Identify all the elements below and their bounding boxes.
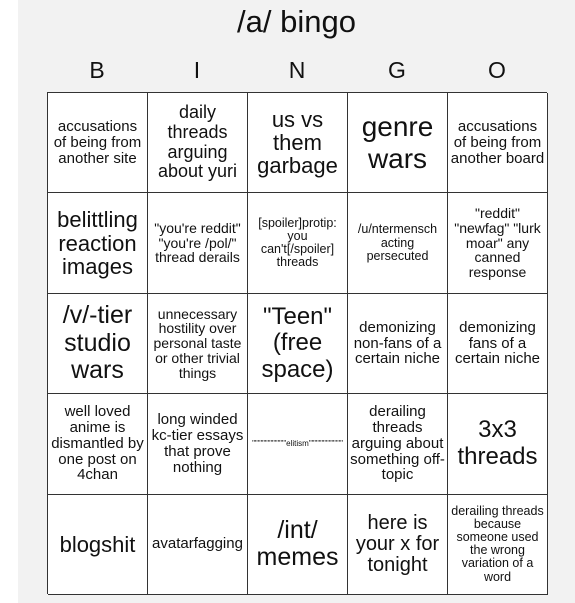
- letter-o: O: [488, 57, 506, 83]
- bingo-cell[interactable]: /v/-tier studio wars: [48, 294, 148, 394]
- bingo-cell[interactable]: derailing threads because someone used the wrong variation of a word: [448, 495, 548, 595]
- bingo-cell[interactable]: "you're reddit" "you're /pol/" thread derails: [148, 193, 248, 293]
- bingo-cell[interactable]: blogshit: [48, 495, 148, 595]
- bingo-cell[interactable]: "reddit" "newfag" "lurk moar" any canned response: [448, 193, 548, 293]
- bingo-cell[interactable]: """"""""""""elitism"""""""""""": [248, 394, 348, 494]
- bingo-cell[interactable]: accusations of being from another site: [48, 93, 148, 193]
- bingo-cell[interactable]: 3x3 threads: [448, 394, 548, 494]
- bingo-cell[interactable]: here is your x for tonight: [348, 495, 448, 595]
- letter-g: G: [388, 57, 406, 83]
- letter-i: I: [193, 57, 201, 83]
- bingo-cell[interactable]: well loved anime is dismantled by one post on 4chan: [48, 394, 148, 494]
- bingo-cell[interactable]: daily threads arguing about yuri: [148, 93, 248, 193]
- letter-n: N: [288, 57, 306, 83]
- bingo-cell[interactable]: belittling reaction images: [48, 193, 148, 293]
- bingo-cell[interactable]: /int/ memes: [248, 495, 348, 595]
- bingo-cell[interactable]: unnecessary hostility over personal taste or other trivial things: [148, 294, 248, 394]
- bingo-letters-header: [47, 55, 547, 85]
- bingo-cell[interactable]: us vs them garbage: [248, 93, 348, 193]
- bingo-cell[interactable]: demonizing fans of a certain niche: [448, 294, 548, 394]
- bingo-cell[interactable]: genre wars: [348, 93, 448, 193]
- card-title: /a/ bingo: [237, 4, 356, 39]
- letter-b: B: [89, 57, 105, 83]
- bingo-cell[interactable]: /u/ntermensch acting persecuted: [348, 193, 448, 293]
- bingo-cell[interactable]: [spoiler]protip: you can't[/spoiler] threads: [248, 193, 348, 293]
- bingo-cell[interactable]: demonizing non-fans of a certain niche: [348, 294, 448, 394]
- bingo-cell[interactable]: derailing threads arguing about something off-topic: [348, 394, 448, 494]
- bingo-cell[interactable]: avatarfagging: [148, 495, 248, 595]
- bingo-cell[interactable]: "Teen" (free space): [248, 294, 348, 394]
- bingo-cell[interactable]: long winded kc-tier essays that prove nothing: [148, 394, 248, 494]
- bingo-grid: [47, 92, 547, 594]
- bingo-cell[interactable]: accusations of being from another board: [448, 93, 548, 193]
- left-margin: [0, 0, 18, 603]
